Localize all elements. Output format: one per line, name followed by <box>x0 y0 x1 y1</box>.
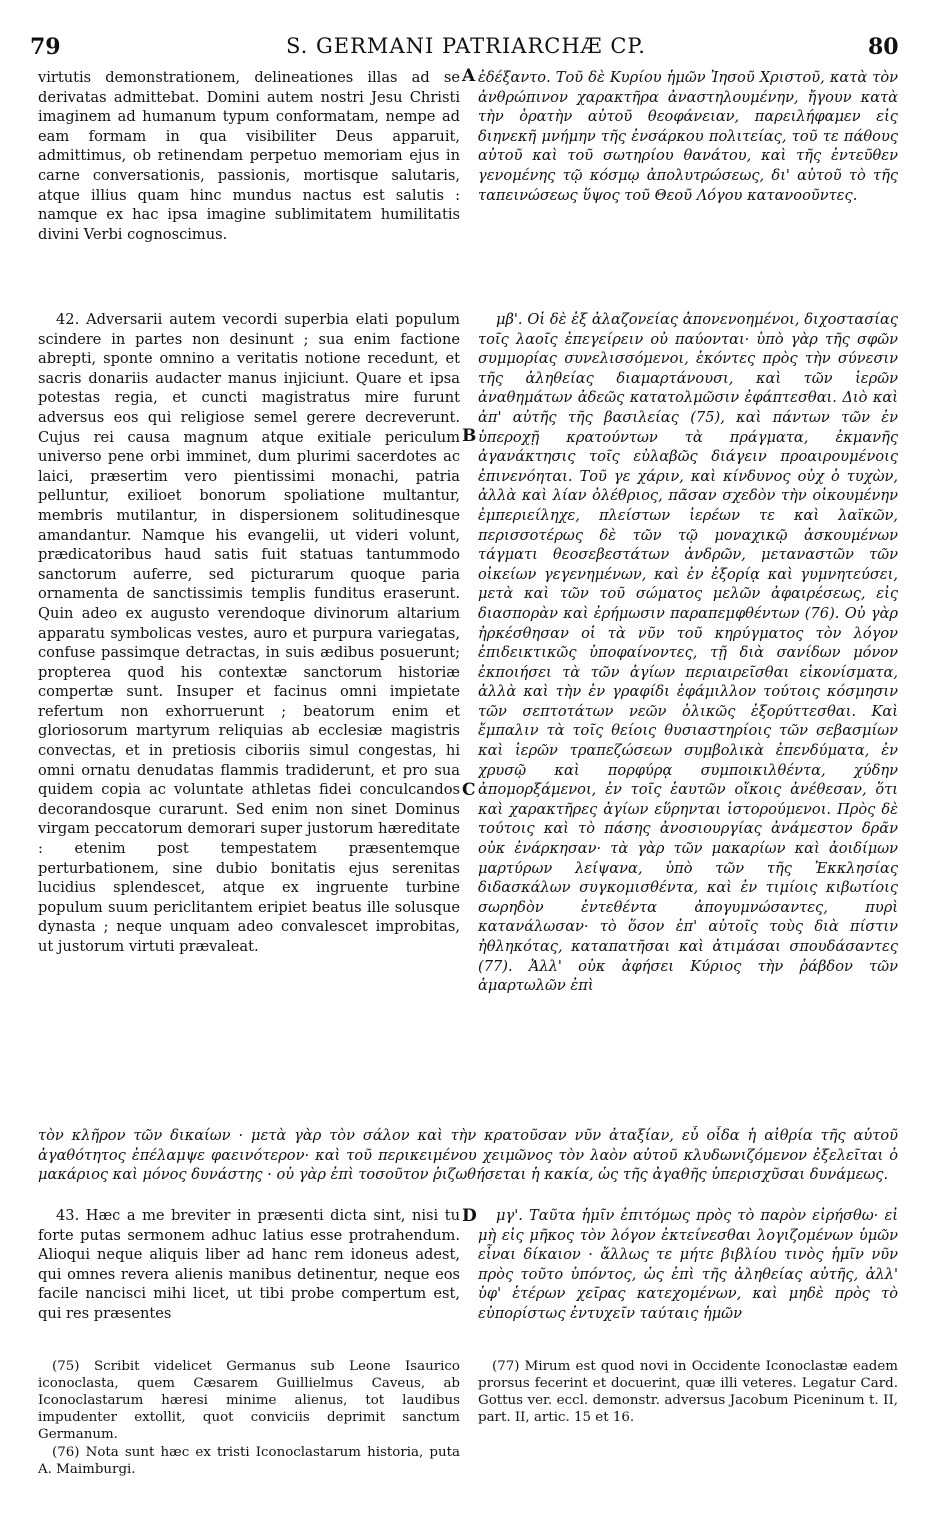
latin-block-2 <box>38 310 460 1122</box>
latin-block-3 <box>38 1206 460 1354</box>
footnote-76: (76) Nota sunt hæc ex tristi Iconoclastarum historia, puta A. Maimburgi. <box>38 1445 460 1477</box>
margin-letter-a: A <box>462 66 476 86</box>
latin-text-43: 43. Hæc a me breviter in præsenti dicta sint, nisi tu forte putas sermonem adhuc latius esse protrahendum. Alioqui neque aliquis liber ad hanc rem idoneus adest, qui omnes revera alienis manibus detinentur, neque eos facile nancisci mihi licet, ut tibi probe compertum est, qui res præsentes <box>38 1207 460 1322</box>
greek-text-42: μβ'. Οἱ δὲ ἐξ ἀλαζονείας ἀπονενοημένοι, διχοστασίας τοῖς λαοῖς ἐπεγείρειν οὐ παύονται· ὑπὸ γὰρ τῆς σφῶν συμμορίας συνελισσόμενοι, ἑκόντες πρὸς τὴν σύνεσιν τῆς ἀληθείας διαμαρτάνουσι, καὶ τῶν ἱερῶν ἀναθημάτων ἀδεῶς κατατολμῶσιν ἐφάπτεσθαι. Διὸ καὶ ἀπ' αὐτῆς τῆς βασιλείας (75), καὶ πάντων τῶν ἐν ὑπεροχῇ κρατούντων τὰ πράγματα, ἐκμανῆς ἀγανάκτησις τοῖς εὐλαβῶς διάγειν προαιρουμένοις ἐπινενόηται. Τοῦ γε χάριν, καὶ κίνδυνος οὐχ ὁ τυχὼν, ἀλλὰ καὶ λίαν ὀλέθριος, πᾶσαν σχεδὸν τὴν οἰκουμένην ἐμπεριείληχε, πλείστων ἱερέων τε καὶ λαϊκῶν, περισσοτέρως δὲ τῶν τῷ μοναχικῷ ἀσκουμένων τάγματι θεοσεβεστάτων ἀνδρῶν, μεταναστῶν τῶν οἰκείων γεγενημένων, καὶ ἐν ἐξορίᾳ καὶ γυμνητεύσει, μετὰ καὶ τῶν τοῦ σώματος μελῶν ἀφαιρέσεως, εἰς διασπορὰν καὶ ἐρήμωσιν παραπεμφθέντων (76). Οὐ γὰρ ἠρκέσθησαν οἱ τὰ νῦν τοῦ κηρύγματος τὸν λόγον ἐπιδεικτικῶς ὑποφαίνοντες, τῇ διὰ σανίδων μόνον ἐκποιήσει τὰ τῶν ἁγίων περιαιρεῖσθαι εἰκονίσματα, ἀλλὰ καὶ τὴν ἐν γραφίδι ἐφάμιλλον τούτοις κόσμησιν τῶν σεπτοτάτων νεῶν ὁλικῶς ἐξορύττεσθαι. Καὶ ἔμπαλιν τὰ τοῖς θείοις θυσιαστηρίοις τῶν σεβασμίων καὶ ἱερῶν τραπεζώσεων συμβολικὰ ἐπενδύματα, ἐν χρυσῷ καὶ πορφύρᾳ συμποικιλθέντα, χύδην ἀπομορξάμενοι, ἐν τοῖς ἑαυτῶν οἴκοις ἀνέθεσαν, ὅτι καὶ χαρακτῆρες ἁγίων εὕρηνται ἱστορούμενοι. Πρὸς δὲ τούτοις καὶ τὸ πάσης ἀνοσιουργίας ἀνάμεστον δρᾶν οὐκ ἐνάρκησαν· τὰ γὰρ τῶν μακαρίων καὶ ἀοιδίμων μαρτύρων λείψανα, ὑπὸ τῶν τῆς Ἐκκλησίας διδασκάλων συγκομισθέντα, καὶ ἐν τιμίοις κιβωτίοις σωρηδὸν ἐντεθέντα ἀπογυμνώσαντες, πυρὶ κατανάλωσαν· τὸ ὅσον ἐπ' αὐτοῖς τοὺς διὰ πίστιν ἠθληκότας, καταπατῆσαι καὶ ἀτιμάσαι σπουδάσαντες (77). Ἀλλ' οὐκ ἀφήσει Κύριος τὴν ῥάβδον τῶν ἁμαρτωλῶν ἐπὶ <box>478 311 898 995</box>
margin-letter-d: D <box>462 1206 477 1226</box>
footnote-77: (77) Mirum est quod novi in Occidente Iconoclastæ eadem prorsus fecerint et docuerint, quæ illi veteres. Legatur Card. Gottus ver. eccl. demonstr. adversus Jacobum Piceninum t. II, part. II, artic. 15 et 16. <box>478 1359 898 1425</box>
latin-text-42: 42. Adversarii autem vecordi superbia elati populum scindere in partes non desinunt ; sua enim factione abrepti, sponte omnino a veritatis notione recedunt, et sacris donariis audacter manus injiciunt. Quare et ipsa potestas regia, et cuncti magistratus mire furunt adversus eos qui religiose semel gerere decreverunt. Cujus rei causa magnum atque exitiale periculum universo pene orbi imminet, dum plurimi sacerdotes ac laici, præsertim vero pientissimi monachi, patria pelluntur, exilioet bonorum spoliatione multantur, membris mutilantur, in dispersionem solitudinesque amandantur. Namque his evangelii, ut videri volunt, prædicatoribus haud satis fuit statuas tantummodo sanctorum auferre, sed picturarum quoque paria ornamenta de sanctissimis templis funditus eraserunt. Quin adeo ex augusto verendoque divinorum altarium apparatu symbolicas vestes, auro et purpura variegatas, confuse passimque detractas, in suis ædibus posuerunt; propterea quod his contextæ sanctorum historiæ compertæ sunt. Insuper et facinus omni impietate refertum non exhorruerunt ; beatorum enim et gloriosorum martyrum reliquias ab ecclesiæ magistris convectas, et in pretiosis ciboriis simul congestas, hi omni ornatu denudatas flammis tradiderunt, et pro sua quidem copia ac voluntate athletas fidei conculcandos decorandosque curarunt. Sed enim non sinet Dominus virgam peccatorum demorari super justorum hæreditate : etenim post tempestatem præsentemque perturbationem, sine dubio bonitatis ejus serenitas lucidius splendescet, atque ex ingruente turbine populum suum periclitantem eripiet beatus ille solusque dynasta ; neque unquam adeo convalescet improbitas, ut justorum virtuti prævaleat. <box>38 311 460 955</box>
page-number-left: 79 <box>30 34 61 60</box>
greek-continuation <box>38 1126 898 1202</box>
greek-text-43: μγ'. Ταῦτα ἡμῖν ἐπιτόμως πρὸς τὸ παρὸν εἰρήσθω· εἰ μὴ εἰς μῆκος τὸν λόγον ἐκτείνεσθαι λογιζομένων ὑμῶν εἶναι δίκαιον · ἄλλως τε μήτε βιβλίου τινὸς ἡμῖν νῦν πρὸς τοῦτο ὑπόντος, ὡς ἐπὶ τῆς ἀληθείας αὐτῆς, ἀλλ' ὑφ' ἑτέρων χεῖρας κατεχομένων, καὶ μηδὲ πρὸς τὸ εὐπορίστως ἐντυχεῖν ταύταις ἡμῶν <box>478 1207 898 1322</box>
margin-letter-c: C <box>462 780 476 800</box>
greek-block-2 <box>478 310 898 1122</box>
footnote-75: (75) Scribit videlicet Germanus sub Leone Isaurico iconoclasta, quem Cæsarem Guillielmus Caveus, ab Iconoclastarum hæresi minime alienus, tot laudibus impudenter extollit, quot conviciis deprimit sanctum Germanum. <box>38 1359 460 1442</box>
footnotes-left <box>38 1358 460 1498</box>
margin-letter-b: B <box>462 426 477 446</box>
page-number-right: 80 <box>868 34 899 60</box>
greek-block-3 <box>478 1206 898 1354</box>
footnotes-right <box>478 1358 898 1458</box>
running-title: S. GERMANI PATRIARCHÆ CP. <box>286 34 646 58</box>
latin-text-1: virtutis demonstrationem, delineationes illas ad se derivatas admittebat. Domini autem nostri Jesu Christi imaginem ad humanum typum conformatam, nempe ad eam formam in qua visibiliter Deus apparuit, admittimus, ob retinendam perpetuo memoriam ejus in carne conversationis, passionis, mortisque salutaris, atque illius quam hinc mundus nactus est salutis : namque ex hac ipsa imagine sublimitatem humilitatis divini Verbi cognoscimus. <box>38 69 460 243</box>
greek-block-1 <box>478 68 898 264</box>
latin-block-1 <box>38 68 460 304</box>
greek-text-1: ἐδέξαντο. Τοῦ δὲ Κυρίου ἡμῶν Ἰησοῦ Χριστοῦ, κατὰ τὸν ἀνθρώπινον χαρακτῆρα ἀναστηλουμένην, ἤγουν κατὰ τὴν ὁρατὴν αὐτοῦ θεοφάνειαν, παρειλήφαμεν εἰς διηνεκῆ μνήμην τῆς ἐνσάρκου πολιτείας, τοῦ τε πάθους αὐτοῦ καὶ τοῦ σωτηρίου θανάτου, καὶ τῆς ἐντεῦθεν γενομένης τῷ κόσμῳ ἀπολυτρώσεως, δι' αὐτοῦ τὸ τῆς ταπεινώσεως ὕψος τοῦ Θεοῦ Λόγου κατανοοῦντες. <box>478 69 898 204</box>
greek-continuation-text: τὸν κλῆρον τῶν δικαίων · μετὰ γὰρ τὸν σάλον καὶ τὴν κρατοῦσαν νῦν ἀταξίαν, εὖ οἶδα ἡ αἰθρία τῆς αὐτοῦ ἀγαθότητος ἐπέλαμψε φαεινότερον· καὶ τοῦ περικειμένου χειμῶνος τὸν λαὸν αὐτοῦ κλυδωνιζόμενον ἐξελεῖται ὁ μακάριος καὶ μόνος δυνάστης · οὐ γὰρ ἐπὶ τοσοῦτον ῥιζωθήσεται ἡ κακία, ὡς τῆς ἀγαθῆς ὑπερισχῦσαι δυνάμεως. <box>38 1127 898 1184</box>
page-header <box>0 30 932 64</box>
